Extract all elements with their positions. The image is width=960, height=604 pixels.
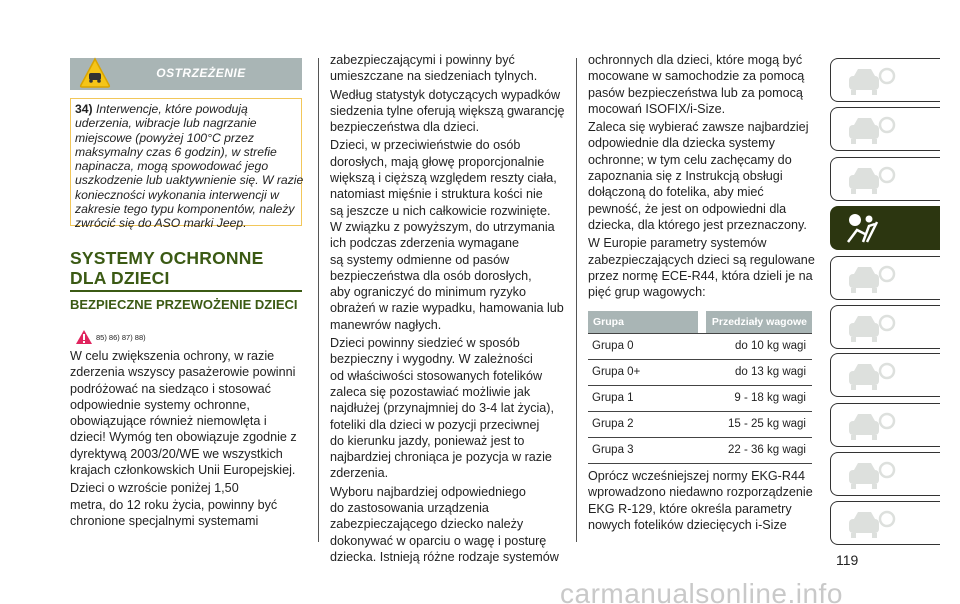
car-search-icon: [845, 64, 897, 98]
text-line: dokonywać w oparciu o wagę i posturę: [330, 533, 547, 548]
airbag-seat-icon: [845, 212, 897, 246]
car-emergency-icon: [845, 311, 897, 345]
line-text: konieczności wykonania interwencji w: [75, 187, 279, 202]
text-line: podróżować na siedząco i stosować: [70, 381, 271, 396]
line-text: uderzenia, wibracje lub nagrzanie: [75, 116, 257, 131]
group-cell: Grupa 0: [592, 340, 634, 352]
right-column-text: [588, 52, 815, 302]
sidebar-tab-car-emergency[interactable]: [830, 305, 940, 349]
text-line: zderzenia.: [330, 466, 389, 481]
text-line: najdłużej (przynajmniej do 3-4 lat życia),: [330, 401, 554, 416]
warning-text-line: [75, 145, 297, 159]
text-line: pasów bezpieczeństwa lub za pomocą: [588, 85, 803, 100]
text-line: Oprócz wcześniejszej normy EKG-R44: [588, 469, 805, 483]
text-line: dziecka, dla którego jest przeznaczony.: [588, 217, 807, 232]
sidebar-tab-specs-gear[interactable]: [830, 403, 940, 447]
paragraph: [588, 468, 813, 533]
text-line: Dzieci o wzroście poniżej 1,50: [70, 481, 239, 496]
weight-cell: 15 - 25 kg wagi: [728, 418, 806, 430]
text-line: zapoznania się z Instrukcją obsługi: [588, 169, 783, 184]
paragraph: [588, 119, 815, 233]
text-line: są systemy odmienne od pasów: [330, 252, 510, 267]
table-row: [588, 438, 812, 464]
paragraph: [70, 348, 297, 478]
text-line: ochronne; w tym celu zachęcamy do: [588, 152, 792, 167]
warning-text-line: [75, 188, 297, 202]
column-divider: [576, 58, 577, 542]
group-cell: Grupa 3: [592, 444, 634, 456]
warning-text-line: [75, 131, 297, 145]
after-table-text: [588, 468, 813, 535]
sidebar-tab-key-steering[interactable]: [830, 256, 940, 300]
subsection-heading: BEZPIECZNE PRZEWOŻENIE DZIECI: [70, 297, 298, 312]
paragraph: [330, 137, 565, 333]
warning-references: [76, 330, 146, 344]
warning-text-line: [75, 102, 297, 116]
sidebar-tab-index-search[interactable]: [830, 501, 940, 545]
text-line: pięć grup wagowych:: [588, 285, 706, 300]
left-column-text: [70, 348, 297, 531]
warning-text-line: [75, 159, 297, 173]
text-line: foteliki dla dzieci w pozycji przeciwnej: [330, 417, 540, 432]
text-line: umieszczane na siedzeniach tylnych.: [330, 69, 538, 84]
text-line: bezpieczeństwa dla osób dorosłych,: [330, 268, 532, 283]
group-cell: Grupa 2: [592, 418, 634, 430]
table-row: [588, 412, 812, 438]
sidebar-tab-airbag-seat[interactable]: [830, 206, 940, 250]
text-line: mocowań ISOFIX/i-Size.: [588, 101, 726, 116]
text-line: dziecka. Istnieją różne rodzaje systemów: [330, 549, 559, 564]
warning-text-line: [75, 173, 304, 188]
line-text: napinacza, mogą spowodować jego: [75, 159, 269, 174]
text-line: najbardziej chroniąca je pozycja w razie: [330, 450, 552, 465]
warning-text-line: [75, 216, 297, 230]
car-info-icon: [845, 113, 897, 147]
warning-header: [70, 58, 302, 90]
paragraph: [588, 235, 815, 300]
warning-text-line: [75, 116, 297, 130]
text-line: W Europie parametry systemów: [588, 236, 767, 251]
line-text: maksymalny czas 6 godzin), w strefie: [75, 144, 277, 159]
sidebar-tab-warning-lights[interactable]: [830, 157, 940, 201]
weight-cell: 22 - 36 kg wagi: [728, 444, 806, 456]
text-line: od właściwości stosowanych fotelików: [330, 368, 543, 383]
weight-groups-table: [588, 311, 812, 464]
paragraph: [330, 52, 565, 85]
sidebar-tab-car-search[interactable]: [830, 58, 940, 102]
header-weight: Przedziały wagowe: [706, 311, 812, 333]
sidebar-tab-multimedia[interactable]: [830, 452, 940, 496]
alert-triangle-icon: [76, 330, 92, 344]
group-cell: Grupa 1: [592, 392, 634, 404]
text-line: zabezpieczających dzieci są regulowane: [588, 252, 815, 267]
text-line: ich podczas zderzenia wymagane: [330, 236, 520, 251]
section-heading: SYSTEMY OCHRONNE DLA DZIECI: [70, 248, 302, 292]
text-line: nowych fotelików dziecięcych i-Size: [588, 517, 787, 532]
text-line: natomiast mięśnie i struktura kości nie: [330, 187, 543, 202]
line-text: zwrócić się do ASO marki Jeep.: [75, 216, 247, 231]
text-line: zaleca się pozostawiać możliwie jak: [330, 384, 531, 399]
text-line: ochronnych dla dzieci, które mogą być: [588, 53, 803, 67]
text-line: dołączoną do fotelika, aby mieć: [588, 185, 764, 200]
paragraph: [330, 484, 565, 565]
text-line: odpowiednie systemy ochronne,: [70, 397, 250, 412]
sidebar-tab-car-info[interactable]: [830, 107, 940, 151]
table-header: [588, 311, 812, 334]
table-row: [588, 386, 812, 412]
weight-cell: do 13 kg wagi: [735, 366, 806, 378]
text-line: dyrektywą 2003/20/WE we wszystkich: [70, 446, 283, 461]
text-line: Dzieci, w przeciwieństwie do osób: [330, 138, 521, 153]
text-line: obrażeń w razie wypadku, hamowania lub: [330, 301, 564, 316]
reference-numbers: 85) 86) 87) 88): [96, 332, 146, 342]
multimedia-icon: [845, 458, 897, 492]
text-line: obowiązujące również niemowlęta i: [70, 414, 267, 429]
paragraph: [330, 87, 565, 136]
car-maintenance-icon: [845, 359, 897, 393]
text-line: bezpieczny i wygodny. W zależności: [330, 352, 533, 367]
text-line: manewrów nagłych.: [330, 317, 442, 332]
table-row: [588, 334, 812, 360]
weight-cell: 9 - 18 kg wagi: [734, 392, 806, 404]
text-line: Dzieci powinny siedzieć w sposób: [330, 336, 520, 351]
page-number: 119: [836, 552, 859, 568]
warning-title: OSTRZEŻENIE: [156, 66, 246, 80]
text-line: do kierunku jazdy, ponieważ jest to: [330, 433, 525, 448]
watermark: carmanualsonline.info: [560, 578, 843, 604]
text-line: chronione specjalnymi systemami: [70, 513, 259, 528]
warning-box: [70, 98, 304, 231]
text-line: dorosłych, mają głowę proporcjonalnie: [330, 154, 545, 169]
text-line: zabezpieczającego dziecko należy: [330, 517, 524, 532]
line-text: miejscowe (powyżej 100°C przez: [75, 130, 254, 145]
text-line: odpowiednie dla dziecka systemy: [588, 136, 775, 151]
text-line: W celu zwiększenia ochrony, w razie: [70, 349, 275, 363]
text-line: zabezpieczającymi i powinny być: [330, 53, 515, 67]
warning-text-line: [75, 202, 297, 216]
specs-gear-icon: [845, 409, 897, 443]
column-divider: [318, 58, 319, 542]
text-line: W związku z powyższym, do utrzymania: [330, 219, 555, 234]
paragraph: [588, 52, 815, 117]
text-line: metra, do 12 roku życia, powinny być: [70, 497, 278, 512]
text-line: krajach członkowskich Unii Europejskiej.: [70, 463, 296, 478]
sidebar-tab-car-maintenance[interactable]: [830, 353, 940, 397]
line-text: zakresie tego typu komponentów, należy: [75, 202, 295, 217]
key-steering-icon: [845, 262, 897, 296]
note-number: 34): [75, 102, 93, 116]
text-line: większą i cięższą względem reszty ciała,: [330, 171, 557, 186]
table-row: [588, 360, 812, 386]
text-line: wprowadzono niedawno rozporządzenie: [588, 485, 813, 500]
text-line: aby ograniczyć do minimum ryzyko: [330, 285, 526, 300]
text-line: Wyboru najbardziej odpowiedniego: [330, 484, 526, 499]
line-text: uszkodzenie lub uaktywnienie się. W razie: [75, 173, 304, 188]
text-line: dzieci! Wymóg ten obowiązuje zgodnie z: [70, 430, 297, 445]
text-line: Według statystyk dotyczących wypadków: [330, 87, 561, 102]
text-line: EKG R-129, które określa parametry: [588, 501, 792, 516]
index-search-icon: [845, 507, 897, 541]
paragraph: [70, 480, 297, 529]
middle-column-text: [330, 52, 565, 567]
header-group: Grupa: [588, 311, 698, 333]
group-cell: Grupa 0+: [592, 366, 641, 378]
weight-cell: do 10 kg wagi: [735, 340, 806, 352]
text-line: bezpieczeństwa dla dzieci.: [330, 120, 480, 135]
text-line: pewność, że jest on odpowiedni dla: [588, 201, 787, 216]
text-line: są jeszcze u nich całkowicie rozwinięte.: [330, 203, 551, 218]
paragraph: [330, 335, 565, 482]
text-line: Zaleca się wybierać zawsze najbardziej: [588, 120, 809, 135]
text-line: do zastosowania urządzenia: [330, 501, 489, 516]
line-text: Interwencje, które powodują: [96, 102, 248, 116]
text-line: siedzenia tylne oferują większą gwarancję: [330, 103, 565, 118]
text-line: przez normę ECE-R44, która dzieli je na: [588, 268, 813, 283]
text-line: zderzenia wszyscy pasażerowie powinni: [70, 365, 296, 380]
warning-lights-icon: [845, 163, 897, 197]
text-line: mocowane w samochodzie za pomocą: [588, 69, 805, 84]
